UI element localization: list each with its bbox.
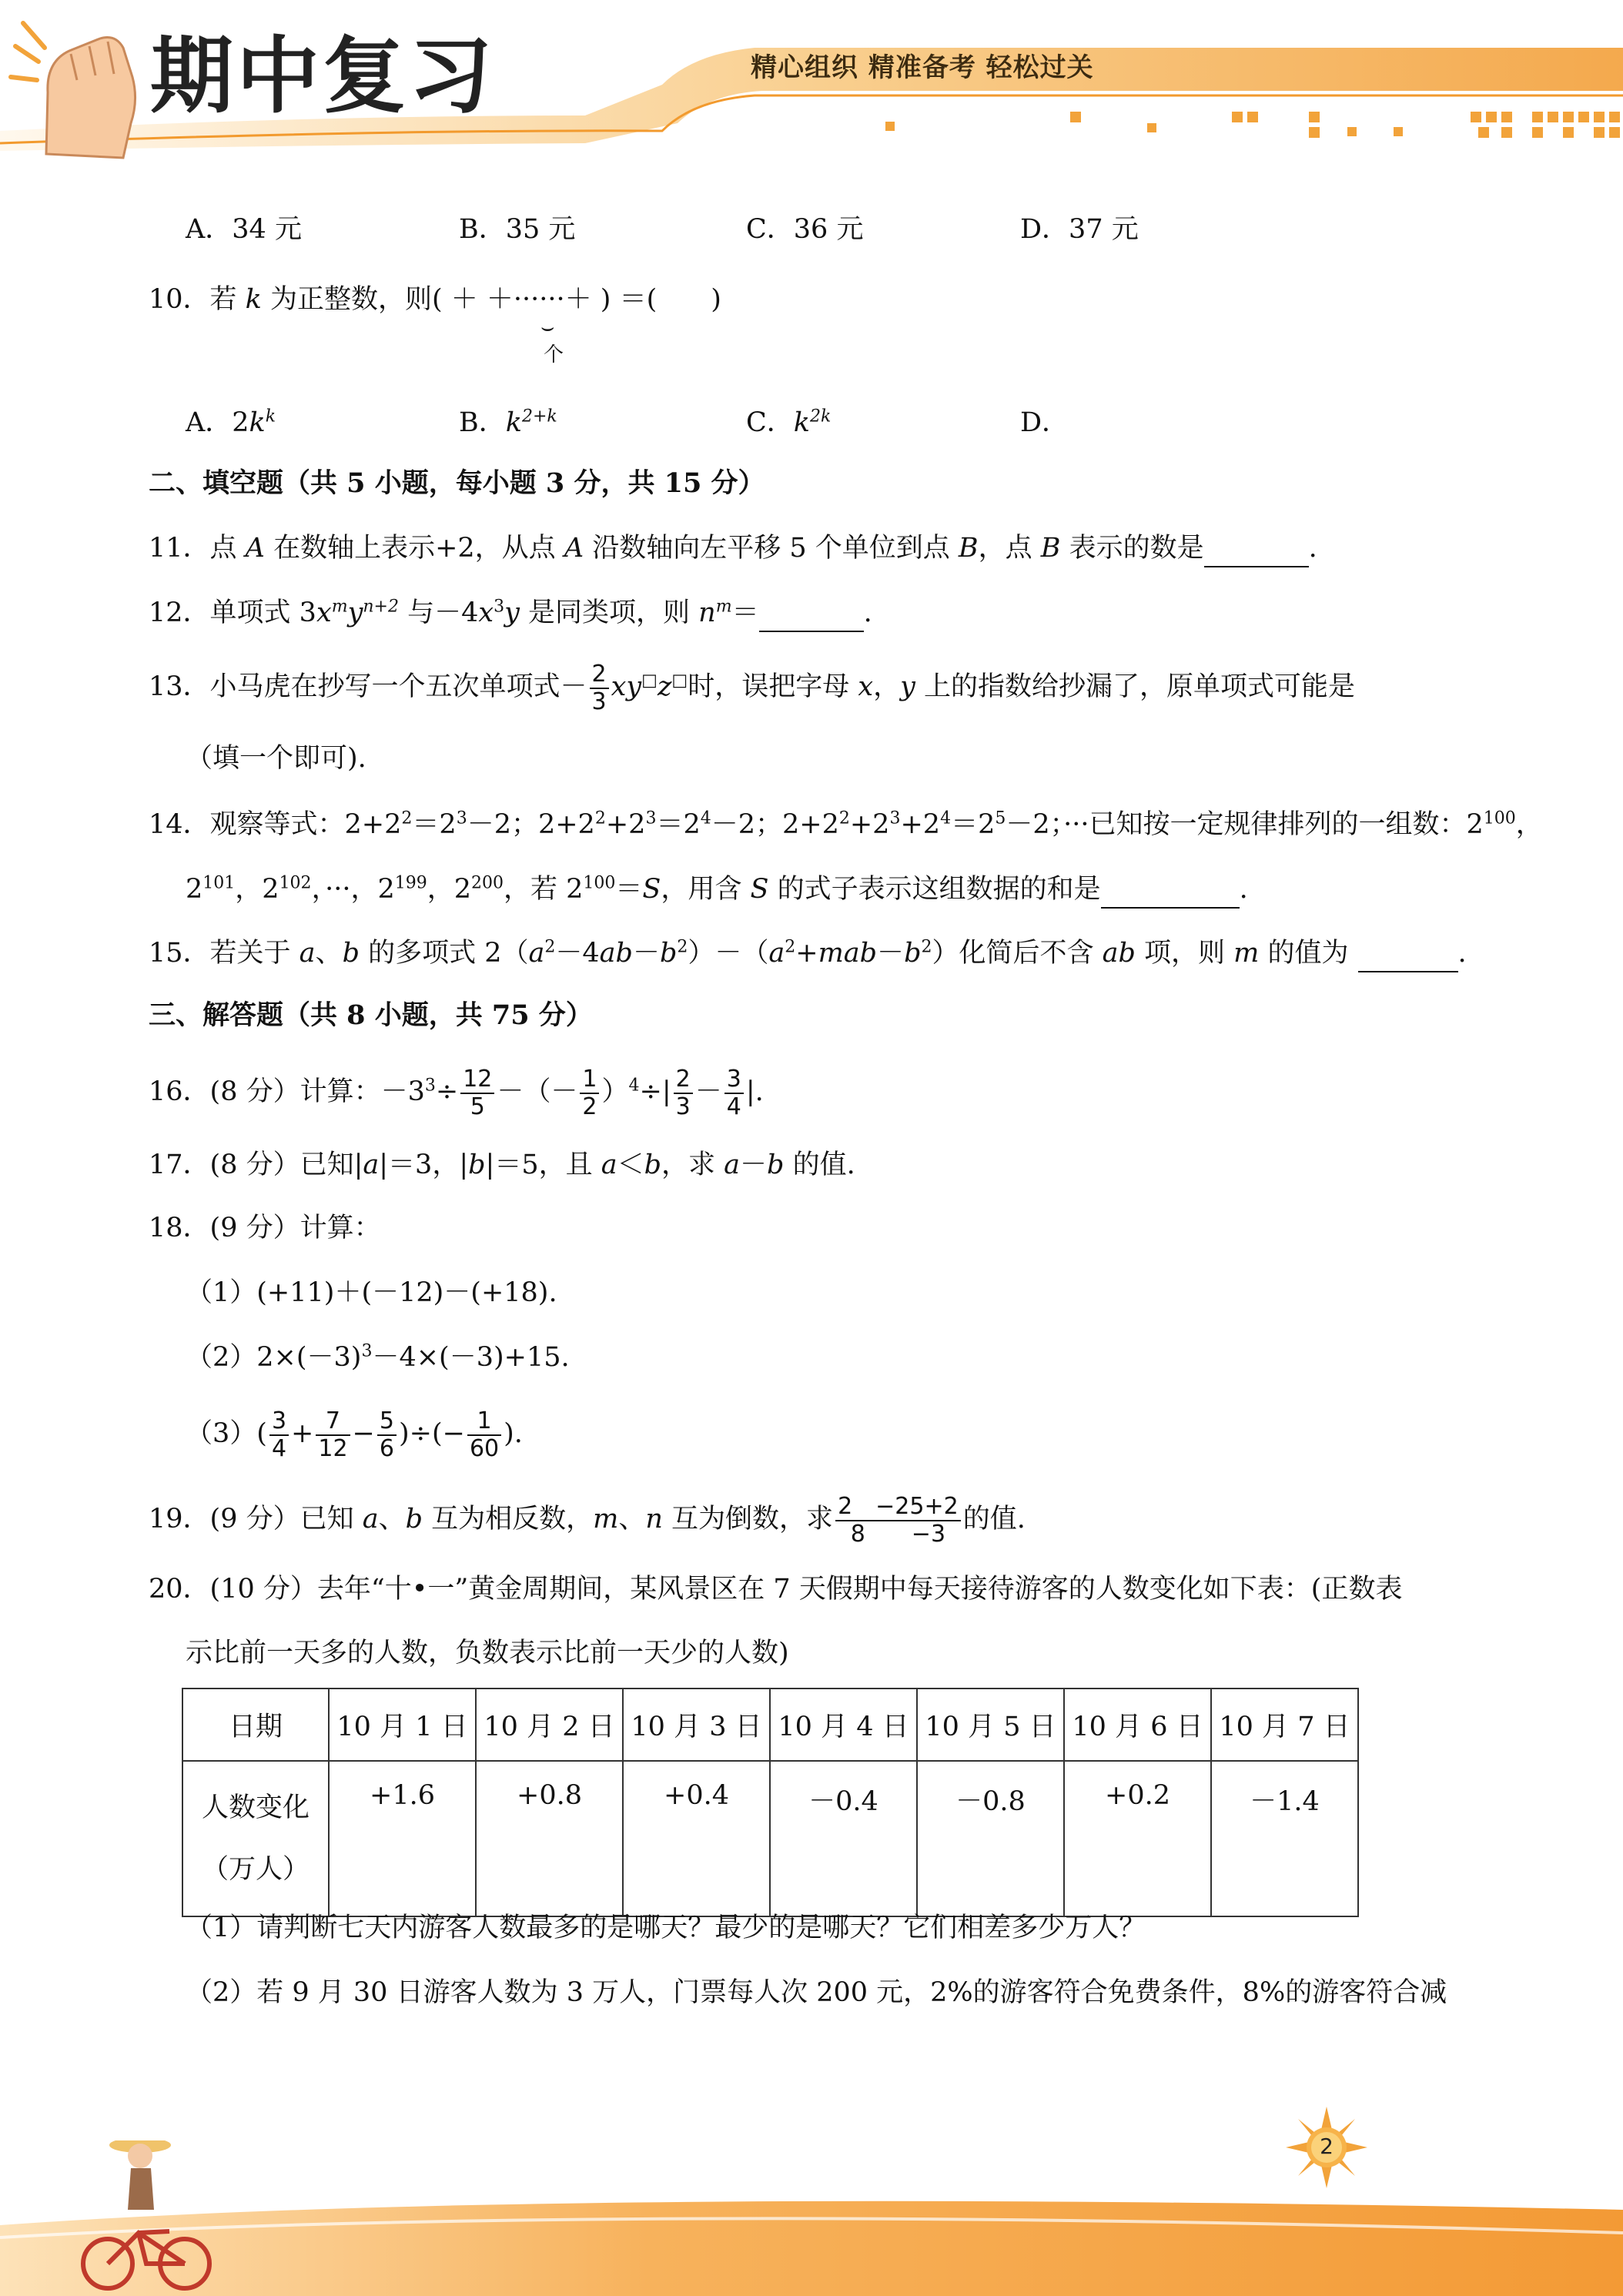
header-slogan: 精心组织 精准备考 轻松过关	[751, 52, 1094, 83]
table-cell: +0.8	[476, 1761, 623, 1916]
table-row	[182, 1689, 1358, 1761]
table-header-cell: 10 月 3 日	[623, 1689, 770, 1761]
question-20-part-2: （2）若 9 月 30 日游客人数为 3 万人，门票每人次 200 元，2%的游客符合免费条件，8%的游客符合减	[186, 1977, 1447, 2008]
table-header-cell: 日期	[182, 1689, 329, 1761]
table-cell: +0.2	[1064, 1761, 1211, 1916]
question-18: 18．(9 分）计算：	[149, 1213, 381, 1243]
table-header-cell: 10 月 4 日	[770, 1689, 917, 1761]
question-18-part-1: （1）(+11)＋(－12)－(+18).	[186, 1277, 557, 1308]
question-18-part-2: $(2)2\times(-3)^3-4\times(-3)+15$.	[186, 1341, 570, 1373]
question-14: 14．观察等式：$2+2^2=2^3-2$；$2+2^2+2^3=2^4-2$；$2+2^2+2^3+2^4=2^5-2$；···已知按一定规律排列的一组数：$2^{100}$，	[149, 808, 1543, 840]
answer-blank	[1204, 530, 1309, 567]
fraction: $\frac{2}{3}$	[590, 661, 609, 715]
question-14-line2: $2^{101}$，$2^{102}$，···，$2^{199}$，$2^{200}$，若 $2^{100}=S$，用含 S 的式子表示这组数据的和是 .	[186, 872, 1248, 909]
answer-blank	[1358, 935, 1458, 972]
fraction: $\frac{2 -25+2}{8 -3}$	[835, 1494, 961, 1548]
question-10: 10．若 k 为正整数，则( ＋ ＋······＋ ) ＝( )	[149, 284, 721, 315]
fraction: $\frac{2}{3}$	[674, 1066, 693, 1120]
question-18-part-3: （3）( $\frac{3}{4}$ + $\frac{7}{12}$ − $\frac{5}{6}$ )÷(− $\frac{1}{60}$ ).	[186, 1407, 523, 1462]
fraction: $\frac{3}{4}$	[724, 1066, 744, 1120]
question-11: 11．点 A 在数轴上表示+2，从点 A 沿数轴向左平移 5 个单位到点 B，点 B 表示的数是 .	[149, 530, 1317, 567]
table-cell: －0.4	[770, 1761, 917, 1916]
q10-option-b: B．$k^{2+k}$	[459, 407, 557, 438]
table-cell: －1.4	[1211, 1761, 1358, 1916]
fraction: $\frac{3}{4}$	[269, 1408, 289, 1462]
table-row-label: 人数变化 （万人）	[182, 1761, 329, 1916]
q9-option-c: C．36 元	[746, 214, 864, 245]
tourist-change-table	[182, 1688, 1359, 1917]
section-3-heading: 三、解答题（共 8 小题，共 75 分）	[149, 999, 593, 1031]
fraction: $\frac{1}{60}$	[467, 1408, 501, 1462]
q10-under-brace: ⌣	[540, 314, 555, 340]
q9-option-d: D．37 元	[1020, 214, 1139, 245]
question-20: 20．(10 分）去年“十•一”黄金周期间，某风景区在 7 天假期中每天接待游客的人数变化如下表：(正数表	[149, 1574, 1403, 1605]
table-cell: +1.6	[329, 1761, 476, 1916]
table-header-cell: 10 月 6 日	[1064, 1689, 1211, 1761]
header-title: 期中复习	[150, 28, 496, 125]
fraction: $\frac{7}{12}$	[316, 1408, 350, 1462]
q10-option-c: C．$k^{2k}$	[746, 407, 832, 438]
q9-option-a: A．34 元	[186, 214, 302, 245]
table-header-cell: 10 月 7 日	[1211, 1689, 1358, 1761]
q10-option-d: D．	[1020, 407, 1069, 438]
page-number: 2	[1320, 2134, 1334, 2159]
question-15: 15．若关于 a、b 的多项式 $2(a^2-4ab-b^2)-(a^2+mab-b^2)$化简后不含 ab 项，则 m 的值为 .	[149, 935, 1467, 972]
table-header-cell: 10 月 1 日	[329, 1689, 476, 1761]
rider-figure	[109, 2140, 171, 2210]
table-cell: －0.8	[917, 1761, 1064, 1916]
section-2-heading: 二、填空题（共 5 小题，每小题 3 分，共 15 分）	[149, 467, 765, 499]
q10-under-note: 个	[544, 343, 564, 366]
question-20-line2: 示比前一天多的人数，负数表示比前一天少的人数)	[186, 1638, 789, 1668]
question-20-part-1: （1）请判断七天内游客人数最多的是哪天？最少的是哪天？它们相差多少万人？	[186, 1913, 1146, 1943]
answer-blank	[1101, 872, 1240, 909]
question-17: 17．(8 分）已知|a|＝3，|b|＝5，且 a＜b，求 a－b 的值.	[149, 1150, 855, 1180]
table-row	[182, 1761, 1358, 1916]
q10-option-a: A．$2k^k$	[186, 407, 276, 438]
question-13-line2: （填一个即可).	[186, 743, 366, 774]
question-13: 13．小马虎在抄写一个五次单项式－ $\frac{2}{3}$ xy□z□时，误把字母 x，y 上的指数给抄漏了，原单项式可能是	[149, 660, 1356, 715]
table-header-cell: 10 月 2 日	[476, 1689, 623, 1761]
fraction: $\frac{1}{2}$	[580, 1066, 599, 1120]
answer-blank	[759, 595, 864, 632]
fraction: $\frac{5}{6}$	[377, 1408, 397, 1462]
table-cell: +0.4	[623, 1761, 770, 1916]
table-header-cell: 10 月 5 日	[917, 1689, 1064, 1761]
question-16: 16．(8 分）计算：$-3^3\div$ $\frac{12}{5}$ －（－ $\frac{1}{2}$ ）$^4$÷| $\frac{2}{3}$ － $\frac{3}{4}$ |.	[149, 1065, 764, 1120]
fraction: $\frac{12}{5}$	[460, 1066, 494, 1120]
footer-banner	[0, 2140, 1623, 2296]
q9-option-b: B．35 元	[459, 214, 576, 245]
question-19: 19．(9 分）已知 a、b 互为相反数，m、n 互为倒数，求 $\frac{2 -25+2}{8 -3}$ 的值.	[149, 1492, 1026, 1548]
question-12: 12．单项式 $3x^my^{n+2}$ 与$-4x^3y$ 是同类项，则 $n^m=$ .	[149, 595, 872, 632]
